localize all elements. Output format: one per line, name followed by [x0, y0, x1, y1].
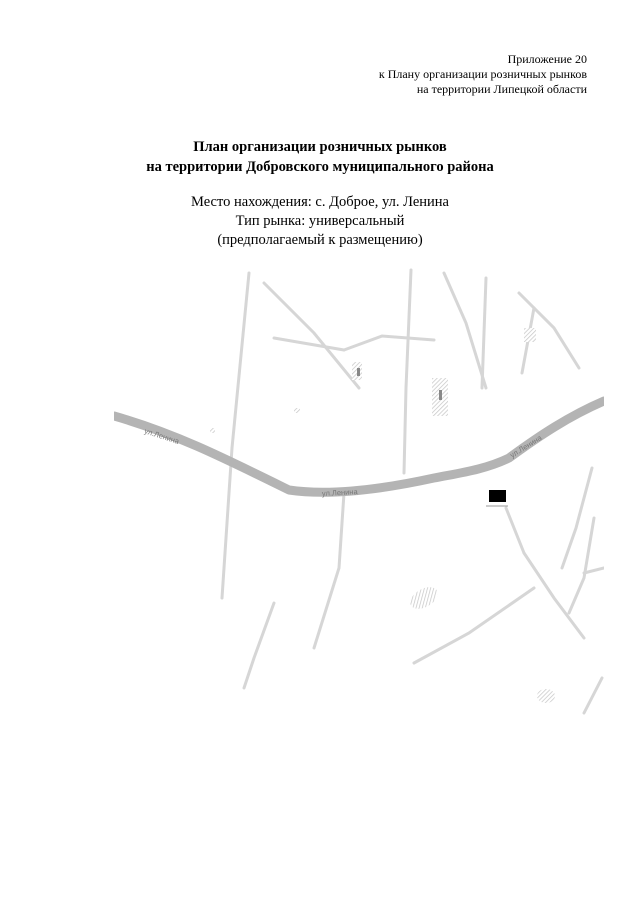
minor-road — [344, 336, 434, 350]
market-status-text: (предполагаемый к размещению) — [217, 232, 423, 248]
minor-road — [222, 448, 232, 598]
map-canvas — [114, 268, 604, 718]
appendix-note — [379, 52, 587, 97]
monument-icon — [357, 368, 360, 376]
street-label-lenina-west: ул.Ленина — [143, 426, 181, 446]
minor-road — [244, 603, 274, 688]
market-type-text: Тип рынка: универсальный — [235, 213, 405, 229]
minor-road — [584, 678, 602, 713]
building — [407, 583, 442, 614]
minor-road — [232, 273, 249, 448]
minor-road — [274, 338, 344, 350]
minor-roads — [222, 270, 604, 713]
minor-road — [569, 518, 594, 613]
building — [524, 328, 536, 342]
minor-road — [264, 283, 359, 388]
minor-road — [506, 508, 524, 553]
minor-road — [482, 278, 486, 388]
monument-icon — [439, 390, 442, 400]
location-text: Место нахождения: с. Доброе, ул. Ленина — [191, 194, 449, 210]
monuments — [357, 368, 442, 400]
minor-road — [314, 493, 344, 648]
street-label-lenina-east: ул.Ленина — [508, 433, 544, 460]
appendix-line-3: на территории Липецкой области — [416, 82, 587, 96]
market-details — [0, 193, 640, 250]
document-title — [0, 137, 640, 177]
building — [210, 428, 215, 433]
title-line-2: на территории Добровского муниципального района — [146, 159, 494, 175]
location-map — [114, 268, 604, 718]
minor-road — [404, 270, 411, 473]
title-line-1: План организации розничных рынков — [193, 139, 447, 155]
building — [537, 689, 555, 703]
building — [294, 408, 300, 413]
buildings — [210, 328, 555, 703]
minor-road — [444, 273, 486, 388]
street-label-lenina-center: ул.Ленина — [321, 487, 358, 498]
appendix-line-2: к Плану организации розничных рынков — [378, 67, 587, 81]
appendix-line-1: Приложение 20 — [507, 52, 587, 66]
market-location-marker — [489, 490, 506, 502]
